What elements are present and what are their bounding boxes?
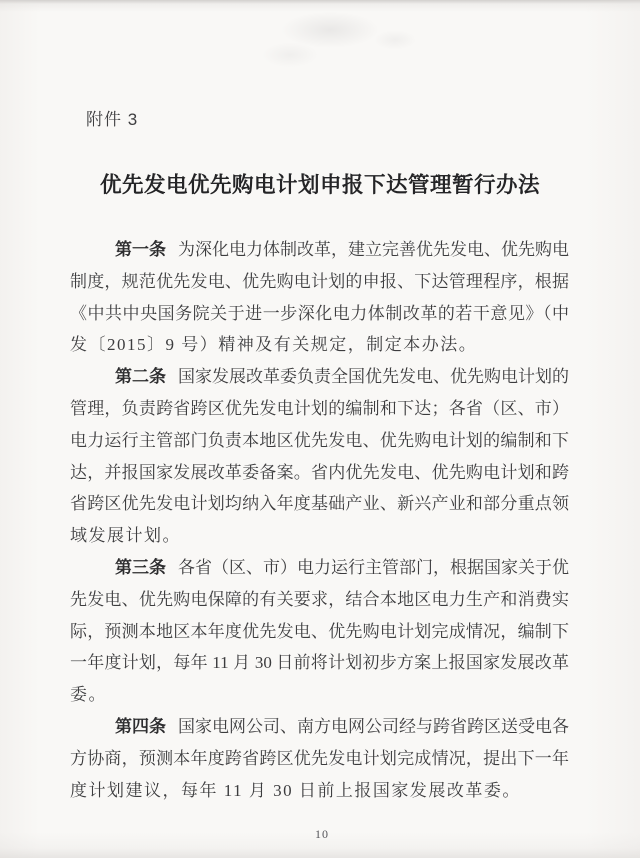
article-term: 第一条	[115, 240, 166, 259]
para-line-text: 各省（区、市）电力运行主管部门，根据国家关于优	[178, 557, 569, 577]
para-line: 省跨区优先发电计划均纳入年度基础产业、新兴产业和部分重点领	[70, 494, 569, 514]
para-line	[70, 552, 569, 584]
article-term: 第四条	[115, 716, 166, 736]
paragraph-article-1	[70, 234, 569, 361]
paragraph-article-3	[70, 552, 569, 711]
para-line: 先发电、优先购电保障的有关要求，结合本地区电力生产和消费实	[70, 589, 569, 609]
para-line: 达，并报国家发展改革委备案。省内优先发电、优先购电计划和跨	[70, 462, 569, 482]
para-line-text: 为深化电力体制改革，建立完善优先发电、优先购电	[178, 240, 569, 259]
para-line	[70, 234, 569, 266]
page-title: 优先发电优先购电计划申报下达管理暂行办法	[99, 173, 540, 197]
attachment-label: 附件 3	[86, 110, 139, 129]
para-line: 制度，规范优先发电、优先购电计划的申报、下达管理程序，根据	[70, 271, 569, 291]
article-term: 第二条	[115, 367, 166, 387]
para-line: 一年度计划，每年 11 月 30 日前将计划初步方案上报国家发展改革	[70, 653, 569, 673]
article-term: 第三条	[115, 557, 166, 577]
para-line: 际，预测本地区本年度优先发电、优先购电计划完成情况，编制下	[70, 621, 569, 641]
page-number: 10	[315, 827, 329, 841]
para-line: 电力运行主管部门负责本地区优先发电、优先购电计划的编制和下	[70, 430, 569, 450]
paragraph-article-4	[70, 711, 569, 806]
para-line-text: 国家电网公司、南方电网公司经与跨省跨区送受电各	[178, 716, 569, 736]
para-line: 委。	[70, 685, 107, 705]
paragraph-article-2	[70, 361, 569, 552]
para-line: 方协商，预测本年度跨省跨区优先发电计划完成情况，提出下一年	[70, 748, 569, 768]
para-line: 度计划建议，每年 11 月 30 日前上报国家发展改革委。	[70, 780, 521, 800]
para-line	[70, 711, 569, 743]
para-line-text: 国家发展改革委负责全国优先发电、优先购电计划的	[178, 367, 569, 387]
para-line: 《中共中央国务院关于进一步深化电力体制改革的若干意见》（中	[70, 303, 569, 323]
document-body	[70, 234, 569, 806]
para-line: 发〔2015〕9 号）精神及有关规定，制定本办法。	[70, 335, 478, 355]
para-line: 管理，负责跨省跨区优先发电计划的编制和下达；各省（区、市）	[70, 398, 569, 418]
para-line: 域发展计划。	[70, 526, 181, 546]
para-line	[70, 361, 569, 393]
